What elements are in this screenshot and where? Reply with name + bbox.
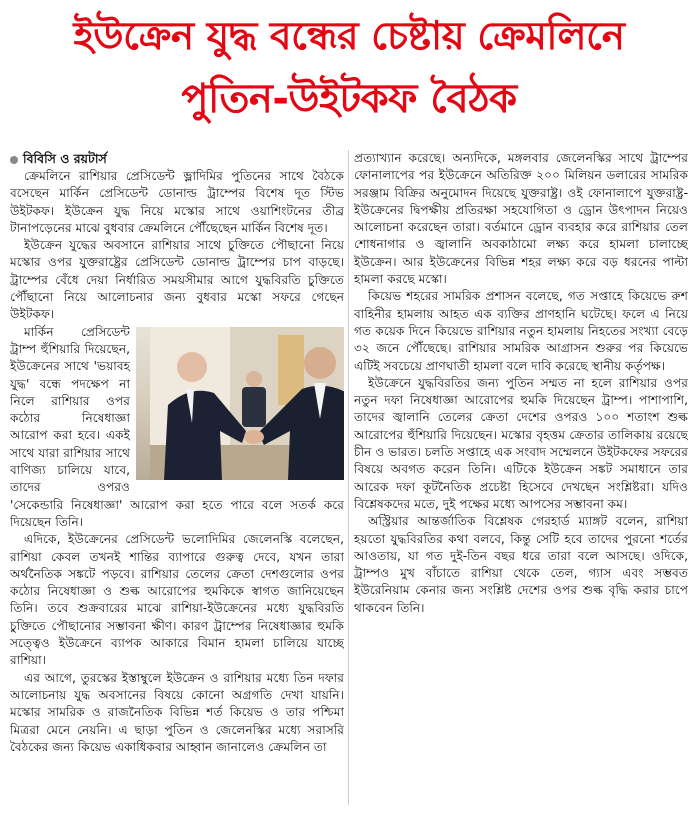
photo-illustration bbox=[150, 327, 344, 480]
right-column bbox=[354, 150, 688, 810]
news-photo bbox=[136, 327, 344, 480]
article-paragraph bbox=[10, 324, 344, 532]
article-paragraph: ক্রেমলিনে রাশিয়ার প্রেসিডেন্ট ভ্লাদিমির পুতিনের সাথে বৈঠকে বসেছেন মার্কিন প্রেসিডেন্ট ডোনাল্ড ট্রাম্পের বিশেষ দূত স্টিভ উইটকফ। ইউক্রেন যুদ্ধ নিয়ে মস্কোর সাথে ওয়াশিংটনের তীব্র টানাপড়েনের মাঝে বুধবার ক্রেমলিনে পৌঁছেছেন মার্কিন বিশেষ দূত। bbox=[10, 169, 344, 235]
article-paragraph: ইউক্রেন যুদ্ধের অবসানে রাশিয়ার সাথে চুক্তিতে পৌছানো নিয়ে মস্কোর ওপর যুক্তরাষ্ট্রের প্রেসিডেন্ট ডোনাল্ড ট্রাম্পের চাপ বাড়ছে। ট্রাম্পের বেঁধে দেয়া নির্ধারিত সময়সীমার আগে যুদ্ধবিরতি চুক্তিতে পৌঁছানো নিয়ে আলোচনার জন্য বুধবার মস্কো সফরে গেছেন উইটকফ। bbox=[10, 238, 344, 322]
byline bbox=[10, 150, 344, 167]
headline-line-1: ইউক্রেন যুদ্ধ বন্ধের চেষ্টায় ক্রেমলিনে bbox=[73, 14, 625, 59]
headline-line-2: পুতিন-উইটকফ বৈঠক bbox=[181, 76, 517, 122]
article-paragraph-text: মার্কিন প্রেসিডেন্ট ট্রাম্প হুঁশিয়ারি দিয়েছেন, ইউক্রেনের সাথে 'ভয়াবহ যুদ্ধ' বন্ধে পদক্ষেপ না নিলে রাশিয়ার ওপর কঠোর নিষেধাজ্ঞা আরোপ করা হবে। একই সাথে যারা রাশিয়ার সাথে বাণিজ্য চালিয়ে যাবে, তাদের ওপরও 'সেকেন্ডারি নিষেধাজ্ঞা' আরোপ করা হতে পারে বলে সতর্ক করে দিয়েছেন তিনি। bbox=[10, 324, 344, 529]
column-divider bbox=[348, 150, 349, 805]
bullet-icon bbox=[10, 156, 18, 164]
photo-putin-witkoff-handshake-icon bbox=[136, 327, 344, 480]
left-column bbox=[10, 150, 344, 810]
article-paragraph: ইউক্রেনে যুদ্ধবিরতির জন্য পুতিন সম্মত না হলে রাশিয়ার ওপর নতুন দফা নিষেধাজ্ঞা আরোপের হুমকি দিয়েছেন ট্রাম্প। পাশাপাশি, তাদের জ্বালানি তেলের ক্রেতা দেশের ওপরও ১০০ শতাংশ শুল্ক আরোপের হুঁশিয়ারি দিয়েছেন। মস্কোর বৃহত্তম ক্রেতার তালিকায় রয়েছে চীন ও ভারত। চলতি সপ্তাহে এক সংবাদ সম্মেলনে উইটকফের সফরের বিষয়ে অবগত করেন তিনি। এটিকে ইউক্রেন সঙ্কট সমাধানে তার আরেক দফা কূটনৈতিক প্রচেষ্টা হিসেবে দেখছেন সংশ্লিষ্টরা। যদিও বিশ্লেষকদের মতে, দুই পক্ষের মধ্যে আপসের সম্ভাবনা কম। bbox=[354, 375, 688, 511]
byline-text: বিবিসি ও রয়টার্স bbox=[23, 151, 107, 166]
article-paragraph: এদিকে, ইউক্রেনের প্রেসিডেন্ট ভলোদিমির জেলেনস্কি বলেছেন, রাশিয়া কেবল তখনই শান্তির ব্যাপারে গুরুত্ব দেবে, যখন তারা অর্থনৈতিক সঙ্কটে পড়বে। রাশিয়ার তেলের ক্রেতা দেশগুলোর ওপর কঠোর নিষেধাজ্ঞা ও শুল্ক আরোপের হুমকিকে স্বাগত জানিয়েছেন তিনি। তবে শুক্রবারের মাঝে রাশিয়া-ইউক্রেনের মধ্যে যুদ্ধবিরতি চুক্তিতে পৌছানোর সম্ভাবনা ক্ষীণ। কারণ ট্রাম্পের নিষেধাজ্ঞার হুমকি সত্ত্বেও ইউক্রেনে ব্যাপক আকারে বিমান হামলা চালিয়ে যাচ্ছে রাশিয়া। bbox=[10, 532, 344, 668]
article-paragraph: এর আগে, তুরস্কের ইস্তাম্বুলে ইউক্রেন ও রাশিয়ার মধ্যে তিন দফার আলোচনায় যুদ্ধ অবসানের বিষয়ে কোনো অগ্রগতি দেখা যায়নি। মস্কোর সামরিক ও রাজনৈতিক বিভিন্ন শর্ত কিয়েভ ও তার পশ্চিমা মিত্ররা মেনে নেয়নি। এ ছাড়া পুতিন ও জেলেনস্কির মধ্যে সরাসরি বৈঠকের জন্য কিয়েভ একাধিকবার আহ্বান জানালেও ক্রেমলিন তা bbox=[10, 670, 344, 754]
article-paragraph: অস্ট্রিয়ার আন্তর্জাতিক বিশ্লেষক গেরহার্ড ম্যাঙ্গট বলেন, রাশিয়া হয়তো যুদ্ধবিরতির কথা বলবে, কিন্তু সেটি হবে তাদের পুরনো শর্তের আওতায়, যা গত দুই-তিন বছর ধরে তারা বলে আসছে। ওদিকে, ট্রাম্পও মুখ বাঁচাতে রাশিয়া থেকে তেল, গ্যাস এবং সম্ভবত ইউরেনিয়াম কেনার জন্য সংশ্লিষ্ট দেশের ওপর শুল্ক বৃদ্ধি করার চাপে থাকবেন তিনি। bbox=[354, 514, 688, 615]
article-columns bbox=[10, 150, 688, 810]
article-paragraph: প্রত্যাখ্যান করেছে। অন্যদিকে, মঙ্গলবার জেলেনস্কির সাথে ট্রাম্পের ফোনালাপের পর ইউক্রেনে অতিরিক্ত ২০০ মিলিয়ন ডলারের সামরিক সরঞ্জাম বিক্রির অনুমোদন দিয়েছে যুক্তরাষ্ট্র। ওই ফোনালাপে যুক্তরাষ্ট্র-ইউক্রেনের দ্বিপক্ষীয় প্রতিরক্ষা সহযোগিতা ও ড্রোন উৎপাদন নিয়েও আলোচনা করেছেন তারা। বর্তমানে ড্রোন ব্যবহার করে রাশিয়ার তেল শোধনাগার ও জ্বালানি অবকাঠামো লক্ষ্য করে হামলা চালাচ্ছে ইউক্রেন। আর ইউক্রেনের বিভিন্ন শহর লক্ষ্য করে বড় ধরনের পাল্টা হামলা করছে মস্কো। bbox=[354, 151, 688, 287]
article-paragraph: কিয়েভ শহরের সামরিক প্রশাসন বলেছে, গত সপ্তাহে কিয়েভে রুশ বাহিনীর হামলায় আহত এক ব্যক্তির প্রাণহানি ঘটেছে। ফলে এ নিয়ে গত কয়েক দিনে কিয়েভে রাশিয়ার নতুন হামলায় নিহতের সংখ্যা বেড়ে ৩২ জনে পৌঁছেছে। রাশিয়ার সামরিক আগ্রাসন শুরুর পর কিয়েভে এটিই সবচেয়ে প্রাণঘাতী হামলা বলে দাবি করেছে স্থানীয় কর্তৃপক্ষ। bbox=[354, 289, 688, 373]
headline bbox=[10, 6, 688, 130]
